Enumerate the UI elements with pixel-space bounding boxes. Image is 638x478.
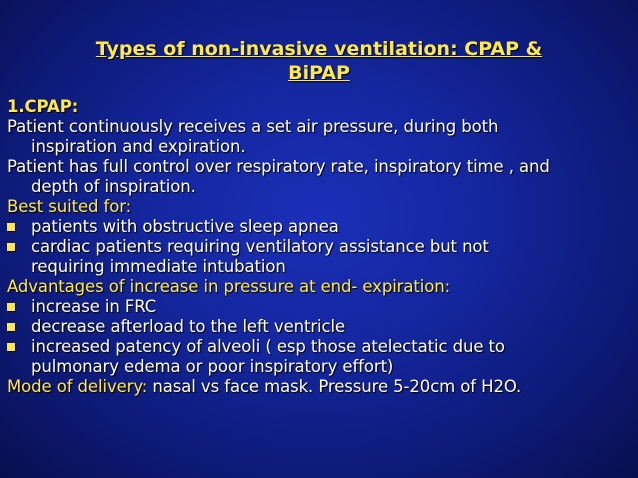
list-item [7, 317, 635, 337]
best-suited-label: Best suited for: [7, 197, 132, 216]
paragraph-line: Patient has full control over respiratory rate, inspiratory time , and [7, 157, 550, 176]
slide-title-line-1: Types of non-invasive ventilation: CPAP & [95, 38, 543, 60]
slide-title [0, 37, 638, 85]
paragraph-line: Patient continuously receives a set air pressure, during both [7, 117, 499, 136]
delivery-text: nasal vs face mask. Pressure 5-20cm of H2O. [147, 377, 522, 396]
paragraph-patient-control [7, 157, 635, 197]
list-item-text: patients with obstructive sleep apnea [31, 217, 339, 236]
delivery-label: Mode of delivery: [7, 377, 148, 396]
square-bullet-icon [7, 243, 15, 251]
section-heading: 1.CPAP: [7, 97, 79, 116]
paragraph-continuous-pressure [7, 117, 635, 157]
list-item-text: requiring immediate intubation [31, 257, 286, 276]
list-item [7, 237, 635, 277]
list-item-text: decrease afterload to the left ventricle [31, 317, 346, 336]
paragraph-line: depth of inspiration. [31, 177, 196, 196]
list-item-text: pulmonary edema or poor inspiratory effort) [31, 357, 394, 376]
list-item [7, 337, 635, 377]
slide-title-line-2: BiPAP [288, 62, 350, 84]
advantages-label: Advantages of increase in pressure at end- expiration: [7, 277, 451, 296]
slide-body [7, 97, 635, 397]
square-bullet-icon [7, 303, 15, 311]
paragraph-line: inspiration and expiration. [31, 137, 246, 156]
list-item-text: cardiac patients requiring ventilatory assistance but not [31, 237, 489, 256]
square-bullet-icon [7, 223, 15, 231]
list-item-text: increase in FRC [31, 297, 157, 316]
delivery-line [7, 377, 635, 397]
list-item [7, 297, 635, 317]
list-item-text: increased patency of alveoli ( esp those atelectatic due to [31, 337, 505, 356]
square-bullet-icon [7, 343, 15, 351]
list-item [7, 217, 635, 237]
square-bullet-icon [7, 323, 15, 331]
